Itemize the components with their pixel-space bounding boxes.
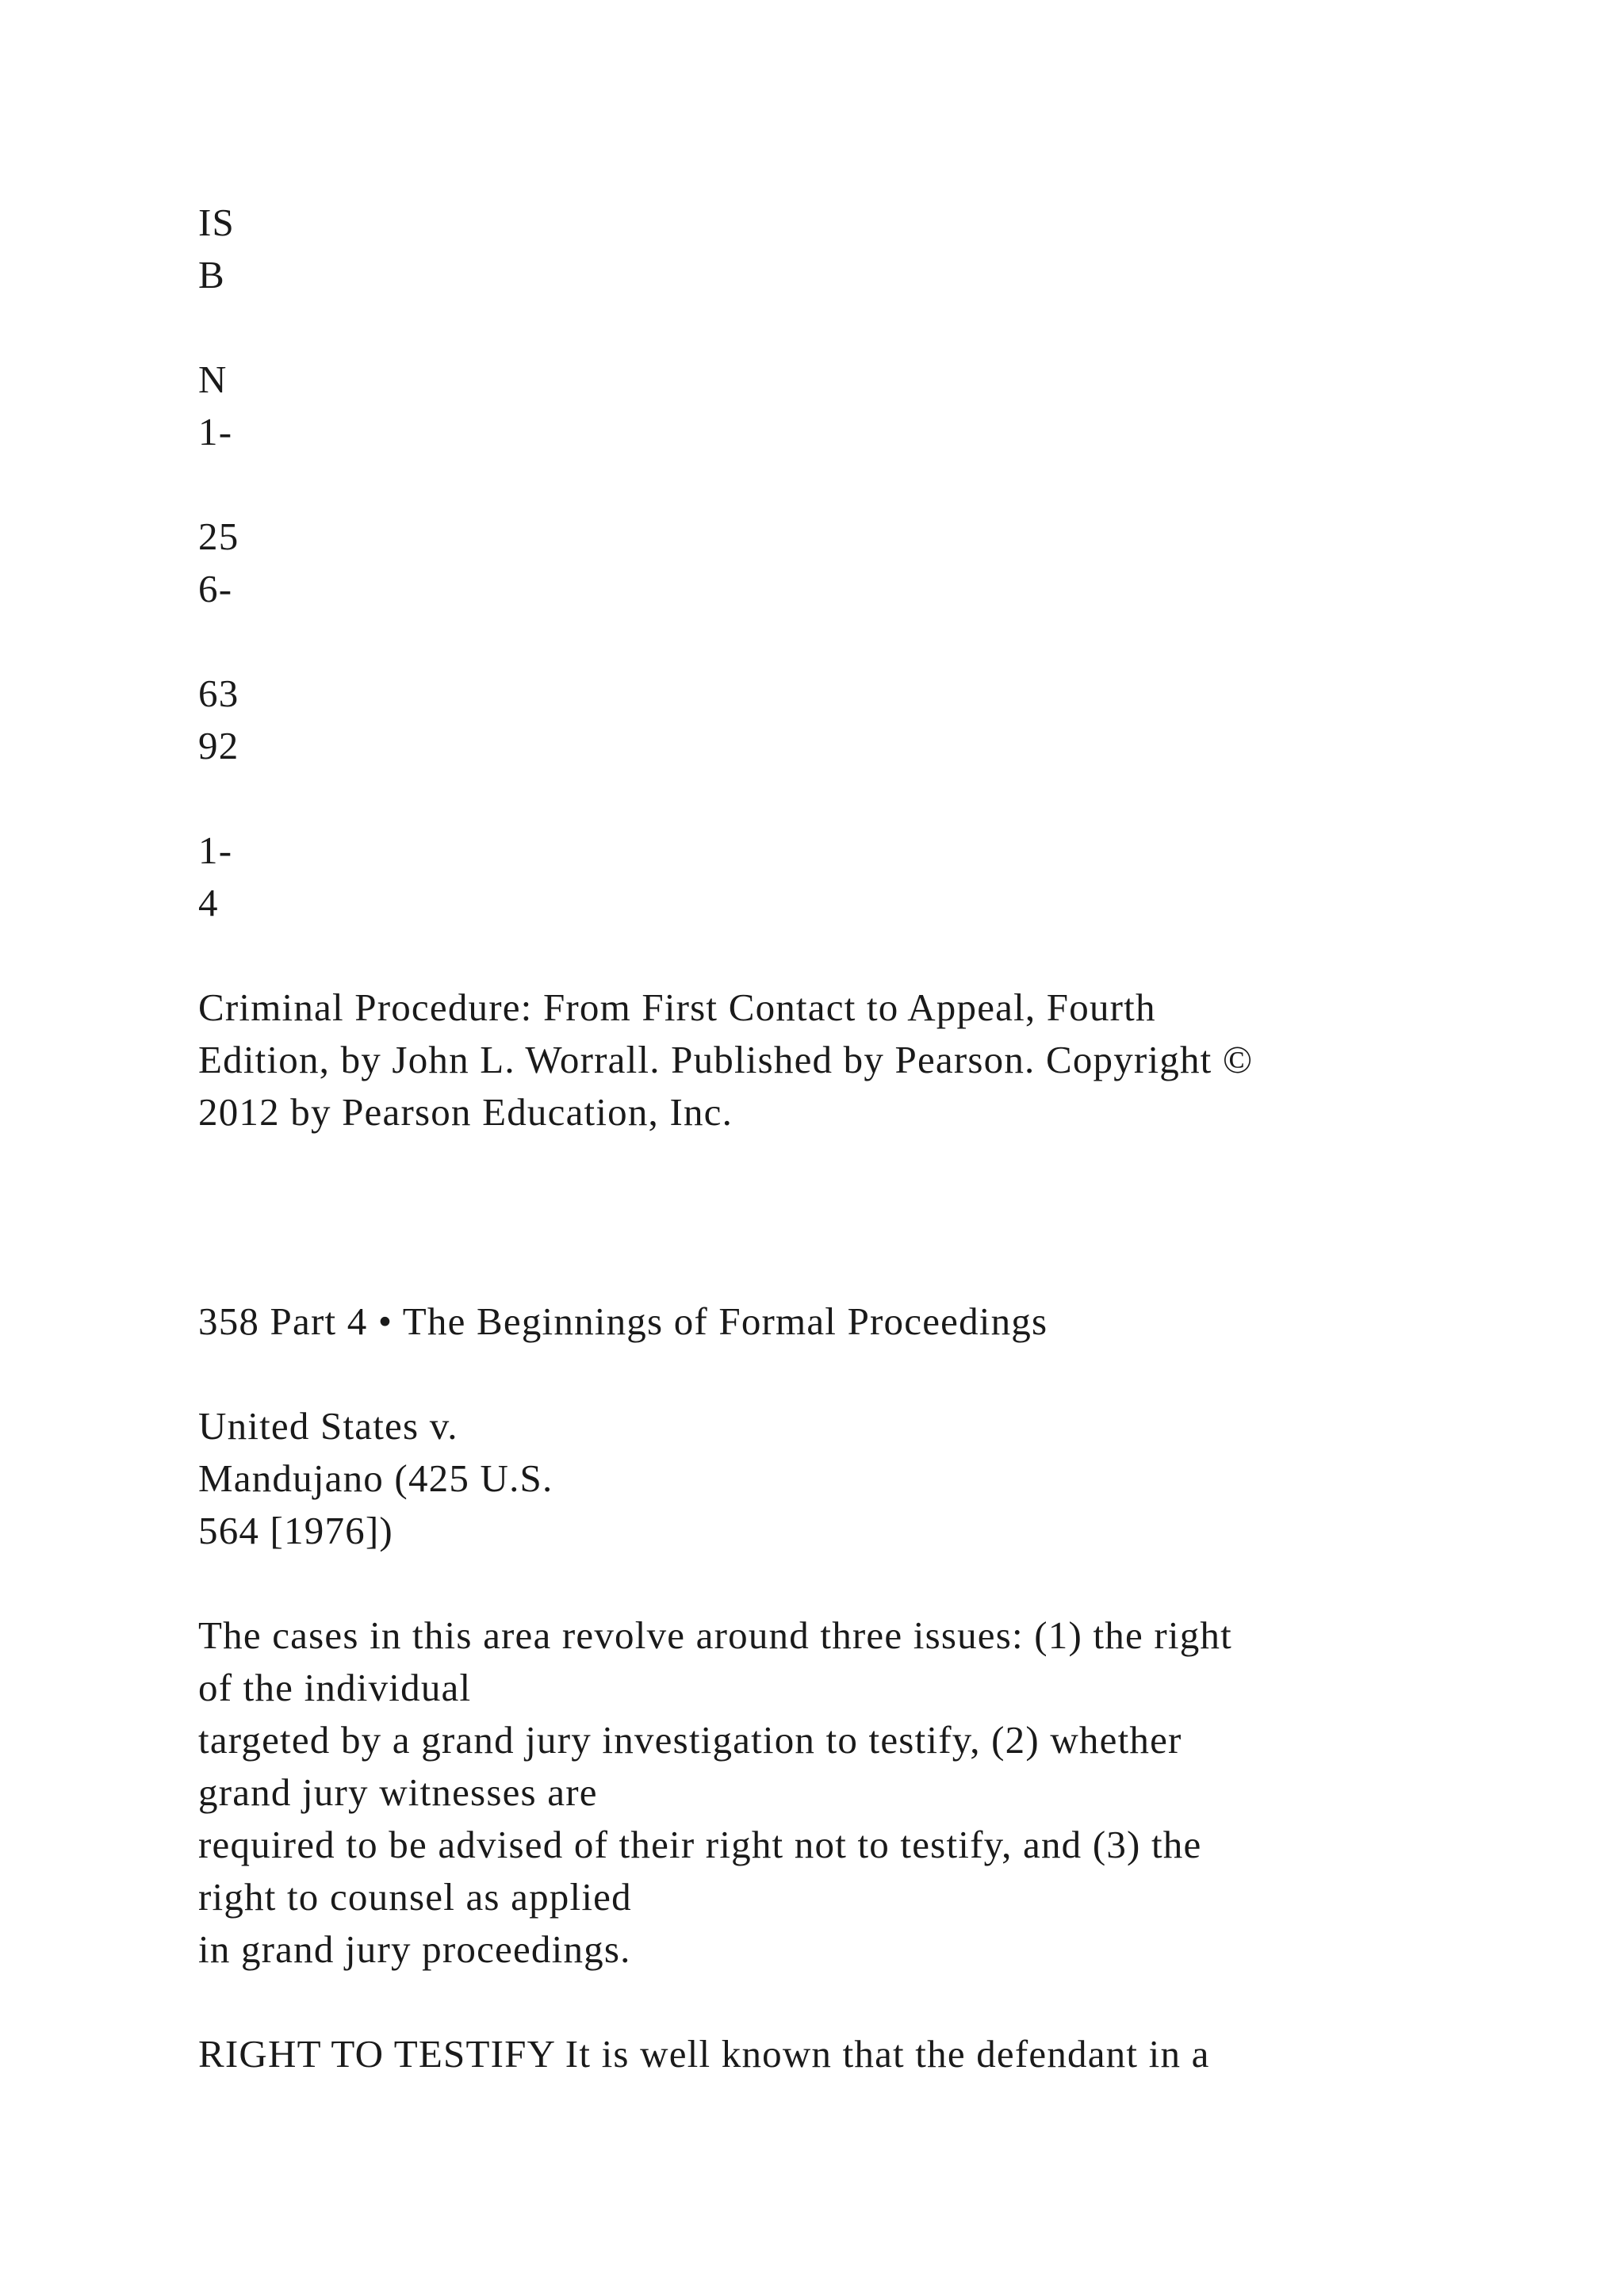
isbn-fragment: 6- [198, 567, 233, 610]
isbn-fragment: N [198, 358, 228, 401]
paragraph-line: grand jury witnesses are [198, 1770, 598, 1814]
copyright-line: 2012 by Pearson Education, Inc. [198, 1090, 733, 1134]
paragraph-line: required to be advised of their right not to testify, and (3) the [198, 1823, 1202, 1866]
copyright-line: Criminal Procedure: From First Contact to Appeal, Fourth [198, 985, 1156, 1029]
isbn-fragment: 25 [198, 515, 239, 558]
case-citation-line: 564 [1976]) [198, 1509, 393, 1552]
paragraph-line: right to counsel as applied [198, 1875, 632, 1919]
isbn-fragment: 92 [198, 724, 239, 767]
case-citation-line: United States v. [198, 1404, 458, 1448]
isbn-fragment: 1- [198, 828, 233, 872]
paragraph-line: in grand jury proceedings. [198, 1927, 631, 1971]
isbn-fragment: 4 [198, 881, 219, 924]
paragraph-line: The cases in this area revolve around three issues: (1) the right [198, 1613, 1232, 1657]
isbn-fragment: IS [198, 201, 235, 244]
running-header: 358 Part 4 • The Beginnings of Formal Proceedings [198, 1299, 1048, 1343]
isbn-fragment: 1- [198, 410, 233, 453]
isbn-fragment: 63 [198, 672, 239, 715]
paragraph-line: targeted by a grand jury investigation to testify, (2) whether [198, 1718, 1182, 1762]
case-citation-line: Mandujano (425 U.S. [198, 1456, 553, 1500]
copyright-line: Edition, by John L. Worrall. Published by Pearson. Copyright © [198, 1038, 1254, 1081]
section-opening: RIGHT TO TESTIFY It is well known that the defendant in a [198, 2032, 1210, 2076]
isbn-fragment: B [198, 253, 225, 297]
paragraph-line: of the individual [198, 1666, 472, 1709]
